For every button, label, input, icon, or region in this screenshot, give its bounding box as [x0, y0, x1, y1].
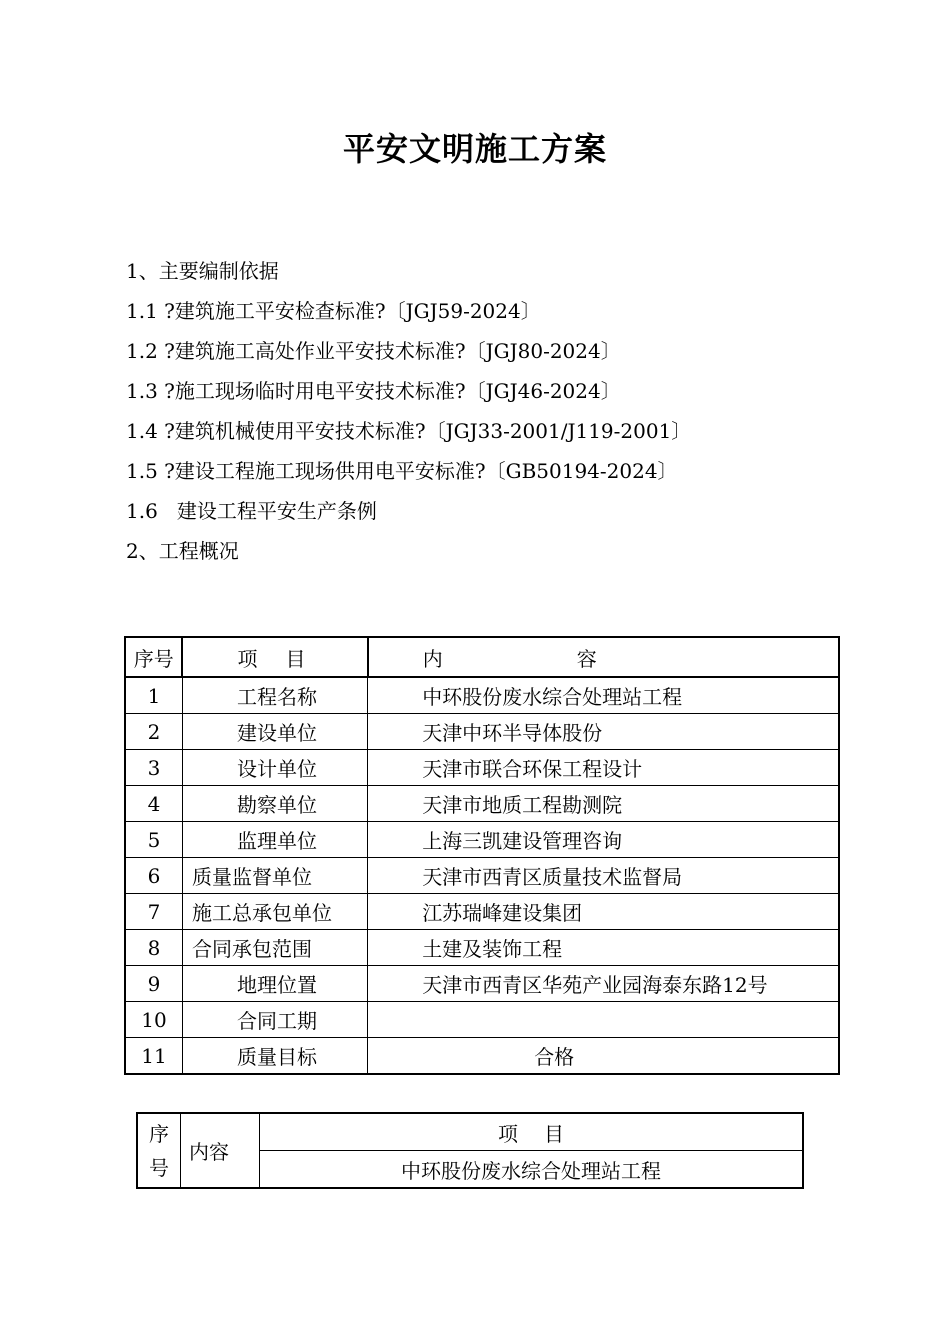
row-no: 7 — [125, 894, 182, 930]
row-no: 4 — [125, 786, 182, 822]
row-no: 5 — [125, 822, 182, 858]
table-row — [125, 894, 839, 930]
row-content: 天津市西青区质量技术监督局 — [368, 858, 839, 894]
document-title: 平安文明施工方案 — [342, 130, 607, 168]
row-item: 合同工期 — [182, 1002, 367, 1038]
basis-item: 1.6 建设工程平安生产条例 — [126, 499, 377, 523]
table-row — [125, 930, 839, 966]
row-item: 质量监督单位 — [182, 858, 367, 894]
basis-item: 1.3 ?施工现场临时用电平安技术标准?〔JGJ46-2024〕 — [126, 379, 621, 403]
section-heading-basis: 1、主要编制依据 — [126, 259, 279, 283]
table-row — [125, 822, 839, 858]
table-row — [137, 1113, 803, 1151]
table-row — [125, 750, 839, 786]
table-row — [125, 714, 839, 750]
basis-item: 1.2 ?建筑施工高处作业平安技术标准?〔JGJ80-2024〕 — [126, 339, 621, 363]
project-item-table — [136, 1112, 804, 1189]
row-no: 6 — [125, 858, 182, 894]
row-content: 合格 — [368, 1038, 839, 1075]
table-row — [125, 858, 839, 894]
header-no: 序号 — [125, 637, 182, 677]
row-content: 天津市地质工程勘测院 — [368, 786, 839, 822]
row-item: 合同承包范围 — [182, 930, 367, 966]
row-item: 监理单位 — [182, 822, 367, 858]
header-item: 项 目 — [182, 637, 367, 677]
row-content: 天津中环半导体股份 — [368, 714, 839, 750]
basis-section — [126, 258, 691, 578]
section-heading-overview: 2、工程概况 — [126, 539, 239, 563]
row-item: 工程名称 — [182, 677, 367, 714]
row-no: 1 — [125, 677, 182, 714]
row-item: 质量目标 — [182, 1038, 367, 1075]
row-no: 11 — [125, 1038, 182, 1075]
sub-header-no: 序 号 — [137, 1113, 181, 1188]
sub-header-item: 项 目 — [260, 1113, 804, 1151]
row-content: 天津市联合环保工程设计 — [368, 750, 839, 786]
table-row — [125, 786, 839, 822]
table-row — [125, 1002, 839, 1038]
row-no: 3 — [125, 750, 182, 786]
row-no: 9 — [125, 966, 182, 1002]
row-item: 地理位置 — [182, 966, 367, 1002]
sub-header-content: 内容 — [181, 1113, 260, 1188]
basis-item: 1.5 ?建设工程施工现场供用电平安标准?〔GB50194-2024〕 — [126, 459, 678, 483]
row-no: 2 — [125, 714, 182, 750]
row-no: 8 — [125, 930, 182, 966]
row-item: 建设单位 — [182, 714, 367, 750]
header-content: 内 容 — [368, 637, 839, 677]
sub-row-value: 中环股份废水综合处理站工程 — [260, 1151, 804, 1189]
row-content: 土建及装饰工程 — [368, 930, 839, 966]
table-row — [125, 966, 839, 1002]
table-row — [125, 677, 839, 714]
row-item: 设计单位 — [182, 750, 367, 786]
row-content: 天津市西青区华苑产业园海泰东路12号 — [368, 966, 839, 1002]
table-header-row — [125, 637, 839, 677]
row-item: 施工总承包单位 — [182, 894, 367, 930]
row-item: 勘察单位 — [182, 786, 367, 822]
table-row — [125, 1038, 839, 1075]
row-no: 10 — [125, 1002, 182, 1038]
row-content — [368, 1002, 839, 1038]
row-content: 江苏瑞峰建设集团 — [368, 894, 839, 930]
basis-item: 1.4 ?建筑机械使用平安技术标准?〔JGJ33-2001/J119-2001〕 — [126, 419, 692, 443]
row-content: 中环股份废水综合处理站工程 — [368, 677, 839, 714]
basis-item: 1.1 ?建筑施工平安检查标准?〔JGJ59-2024〕 — [126, 299, 541, 323]
row-content: 上海三凯建设管理咨询 — [368, 822, 839, 858]
project-overview-table — [124, 636, 840, 1075]
